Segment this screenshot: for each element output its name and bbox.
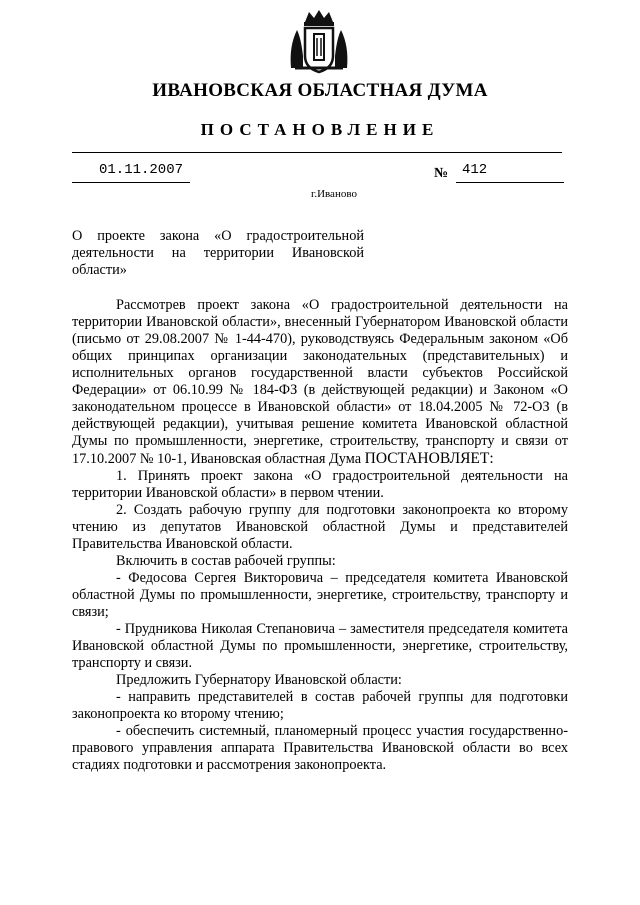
propose-heading: Предложить Губернатору Ивановской области: [116, 672, 402, 688]
number-label: № [434, 166, 449, 181]
organization-name: ИВАНОВСКАЯ ОБЛАСТНАЯ ДУМА [152, 80, 488, 101]
document-date: 01.11.2007 [99, 162, 184, 178]
preamble-text: Рассмотрев проект закона «О градостроительной деятельности на территории Ивановской области», внесенный Губернатором Ивановской области (письмо от 29.08.2007 № 1-44-470), руководствуясь Федеральным законом «Об общих принципах организации законодательных (представительных) и исполнительных органов государственной власти субъектов Российской Федерации» от 06.10.99 № 184-ФЗ (в действующей редакции) и Законом «О законодательном процессе в Ивановской области» от 18.04.2005 № 72-ОЗ (в действующей редакции), учитывая решение комитета Ивановской областной Думы по промышленности, энергетике, строительству, транспорту и связи от 17.10.2007 № 10-1, Ивановская областная Дума [72, 297, 568, 467]
document-body [72, 297, 568, 774]
document-number: 412 [462, 162, 488, 178]
number-underline [456, 182, 564, 183]
member-1: - Федосова Сергея Викторовича – председателя комитета Ивановской областной Думы по промышленности, энергетике, строительству, транспорту и связи; [72, 570, 568, 620]
document-type: ПОСТАНОВЛЕНИЕ [200, 120, 440, 139]
member-2: - Прудникова Николая Степановича – заместителя председателя комитета Ивановской областной Думы по промышленности, энергетике, строительству, транспорту и связи. [72, 621, 568, 671]
propose-1: - направить представителей в состав рабочей группы для подготовки законопроекта ко второму чтению; [72, 689, 568, 722]
item-1: 1. Принять проект закона «О градостроительной деятельности на территории Ивановской области» в первом чтении. [72, 468, 568, 501]
document-subject: О проекте закона «О градостроительной деятельности на территории Ивановской области» [72, 228, 364, 278]
header-divider [72, 152, 562, 153]
include-heading: Включить в состав рабочей группы: [116, 553, 336, 569]
decree-word: ПОСТАНОВЛЯЕТ: [364, 450, 494, 467]
city: г.Иваново [311, 188, 357, 200]
propose-2: - обеспечить системный, планомерный процесс участия государственно-правового управления аппарата Правительства Ивановской области во всех стадиях подготовки и рассмотрения законопроекта. [72, 723, 568, 773]
date-underline [72, 182, 190, 183]
item-2: 2. Создать рабочую группу для подготовки законопроекта ко второму чтению из депутатов Ивановской областной Думы и представителей Правительства Ивановской области. [72, 502, 568, 552]
coat-of-arms-icon [287, 8, 351, 76]
preamble-paragraph [72, 297, 568, 468]
